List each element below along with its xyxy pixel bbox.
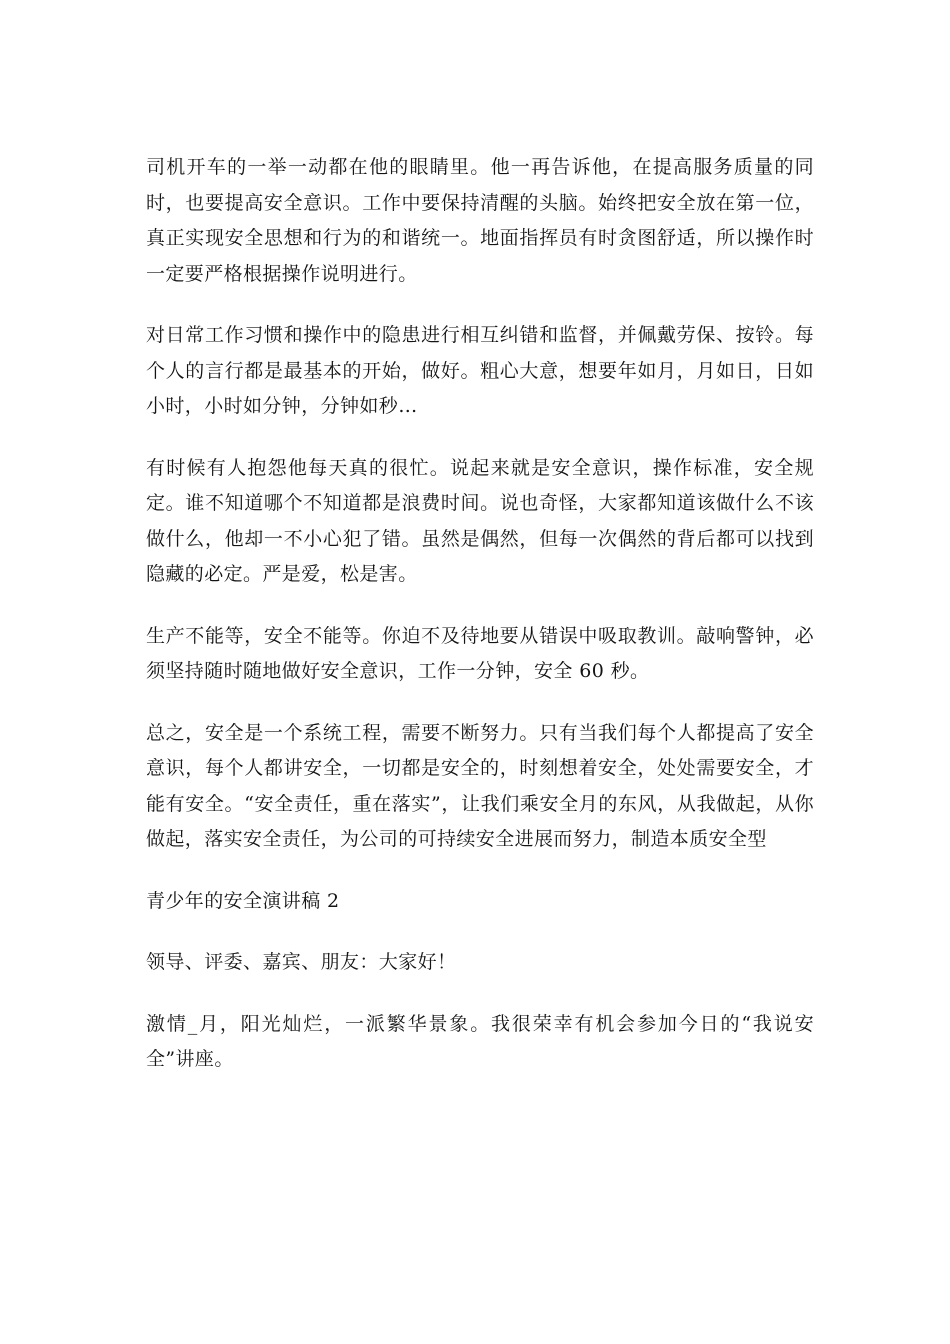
paragraph: 生产不能等，安全不能等。你迫不及待地要从错误中吸取教训。敲响警钟，必须坚持随时随地做好安全意识，工作一分钟，安全 60 秒。 xyxy=(146,624,814,682)
section-heading: 青少年的安全演讲稿 2 xyxy=(146,889,340,912)
document-body xyxy=(146,150,814,1104)
paragraph: 司机开车的一举一动都在他的眼睛里。他一再告诉他，在提高服务质量的同时，也要提高安全意识。工作中要保持清醒的头脑。始终把安全放在第一位，真正实现安全思想和行为的和谐统一。地面指挥员有时贪图舒适，所以操作时一定要严格根据操作说明进行。 xyxy=(146,156,814,285)
paragraph: 有时候有人抱怨他每天真的很忙。说起来就是安全意识，操作标准，安全规定。谁不知道哪个不知道都是浪费时间。说也奇怪，大家都知道该做什么不该做什么，他却一不小心犯了错。虽然是偶然，但每一次偶然的背后都可以找到隐藏的必定。严是爱，松是害。 xyxy=(146,456,814,585)
greeting: 领导、评委、嘉宾、朋友：大家好！ xyxy=(146,951,457,973)
paragraph: 总之，安全是一个系统工程，需要不断努力。只有当我们每个人都提高了安全意识，每个人都讲安全，一切都是安全的，时刻想着安全，处处需要安全，才能有安全。“安全责任，重在落实”，让我们乘安全月的东风，从我做起，从你做起，落实安全责任，为公司的可持续安全进展而努力，制造本质安全型 xyxy=(146,721,814,850)
paragraph: 对日常工作习惯和操作中的隐患进行相互纠错和监督，并佩戴劳保、按铃。每个人的言行都是最基本的开始，做好。粗心大意，想要年如月，月如日，日如小时，小时如分钟，分钟如秒… xyxy=(146,324,814,417)
paragraph: 激情_月，阳光灿烂，一派繁华景象。我很荣幸有机会参加今日的“我说安全”讲座。 xyxy=(146,1012,814,1070)
